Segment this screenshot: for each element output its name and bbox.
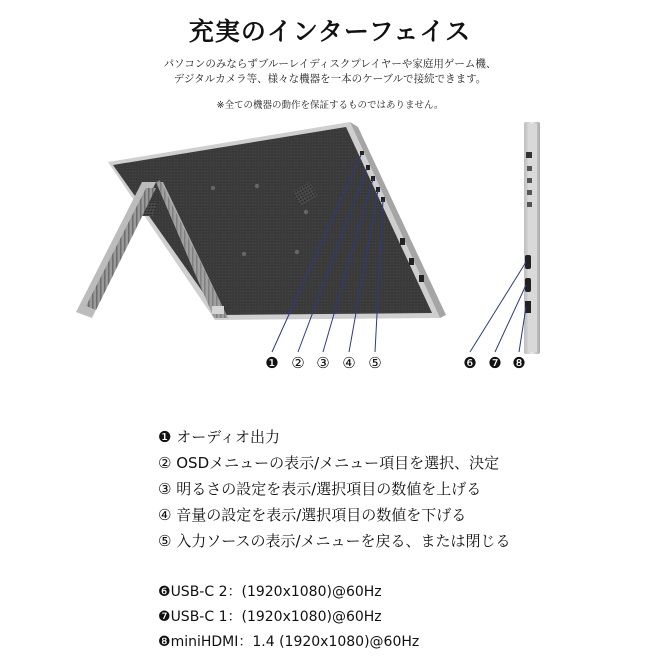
callout-3: ③: [316, 354, 330, 372]
callout-8: ❽: [512, 354, 526, 372]
port-text: USB-C 2：(1920x1080)@60Hz: [170, 584, 382, 600]
monitor-illustration: [0, 110, 660, 380]
feature-marker: ⑤: [158, 532, 172, 550]
callout-1: ❶: [265, 354, 279, 372]
feature-text: 入力ソースの表示/メニューを戻る、または閉じる: [176, 532, 511, 550]
callout-4: ④: [342, 354, 356, 372]
port-text: USB-C 1：(1920x1080)@60Hz: [170, 609, 382, 625]
feature-text: OSDメニューの表示/メニュー項目を選択、決定: [176, 454, 500, 472]
disclaimer-note: ※全ての機器の動作を保証するものではありません。: [216, 100, 444, 111]
port-item: [158, 580, 419, 605]
button-feature-list: [158, 424, 511, 554]
description-line-1: パソコンのみならずブルーレイディスクプレイヤーや家庭用ゲーム機、: [163, 58, 497, 70]
feature-marker: ②: [158, 454, 172, 472]
port-list: [158, 580, 419, 655]
feature-text: オーディオ出力: [176, 428, 281, 446]
callout-7: ❼: [488, 354, 502, 372]
feature-text: 音量の設定を表示/選択項目の数値を下げる: [176, 506, 467, 524]
monitor-back-view: [108, 122, 446, 320]
feature-marker: ❶: [158, 428, 172, 446]
port-marker: ❻: [158, 584, 171, 600]
callout-5: ⑤: [368, 354, 382, 372]
port-marker: ❼: [158, 609, 171, 625]
feature-item: [158, 476, 511, 502]
feature-item: [158, 450, 511, 476]
port-item: [158, 605, 419, 630]
callout-6: ❻: [463, 354, 477, 372]
monitor-side-view: [524, 122, 540, 354]
feature-marker: ④: [158, 506, 172, 524]
port-marker: ❽: [158, 634, 171, 650]
feature-item: [158, 528, 511, 554]
feature-text: 明るさの設定を表示/選択項目の数値を上げる: [176, 480, 482, 498]
description: [0, 57, 660, 87]
page-title: 充実のインターフェイス: [188, 17, 472, 46]
port-text: miniHDMI：1.4 (1920x1080)@60Hz: [170, 634, 420, 650]
feature-marker: ③: [158, 480, 172, 498]
description-line-2: デジタルカメラ等、様々な機器を一本のケーブルで接続できます。: [173, 73, 487, 85]
feature-item: [158, 424, 511, 450]
feature-item: [158, 502, 511, 528]
port-item: [158, 630, 419, 655]
callout-2: ②: [291, 354, 305, 372]
